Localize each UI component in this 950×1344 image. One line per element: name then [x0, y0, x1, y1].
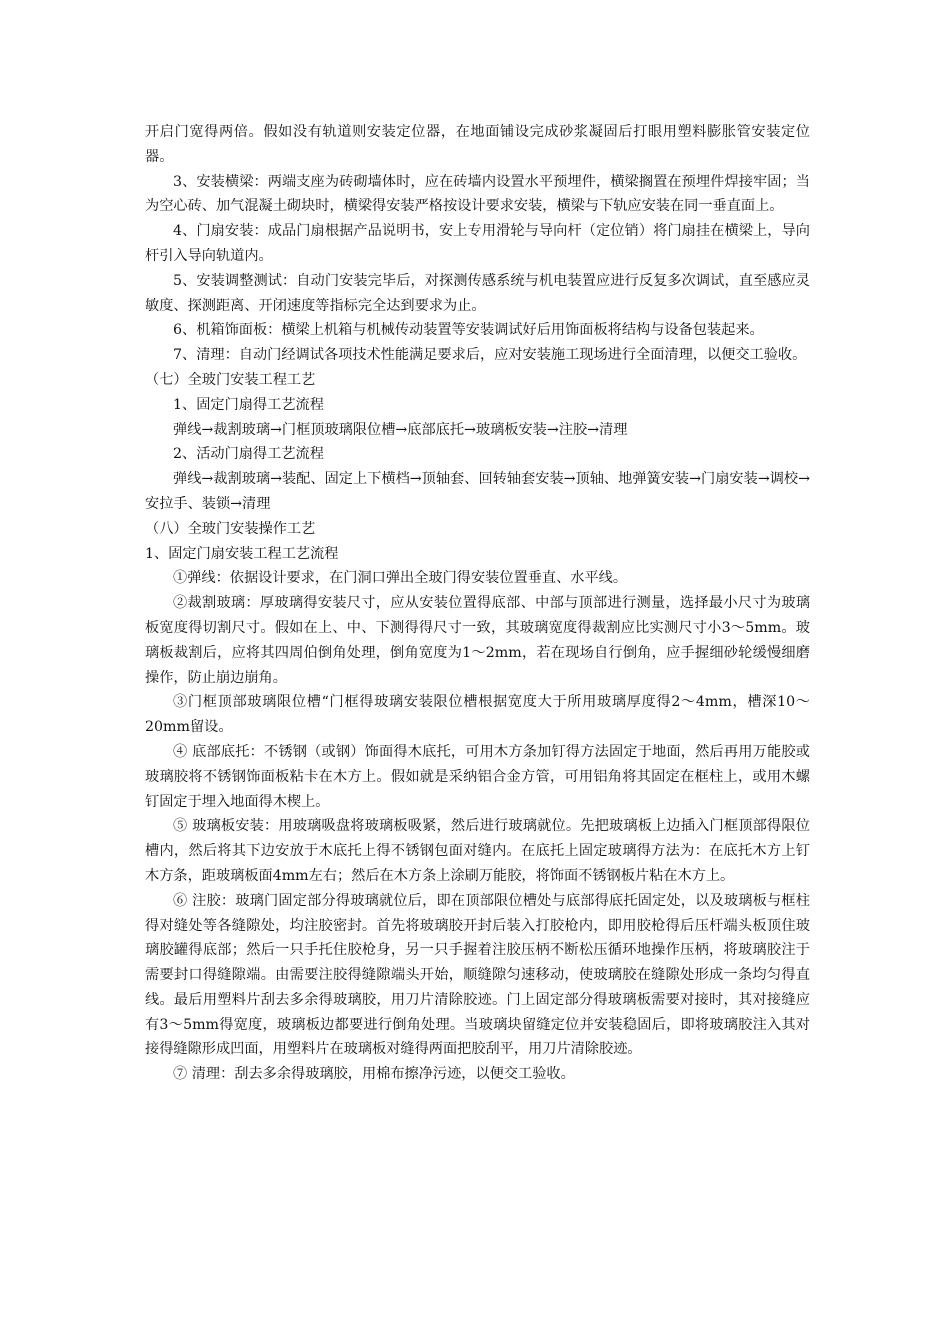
paragraph-door-leaf-install: 4、门扇安装：成品门扇根据产品说明书，安上专用滑轮与导向杆（定位销）将门扇挂在横梁上，导向杆引入导向轨道内。: [145, 223, 810, 264]
process-flow-fixed: 弹线→裁割玻璃→门框顶玻璃限位槽→底部底托→玻璃板安装→注胶→清理: [173, 421, 628, 438]
step-cut-glass: ②裁割玻璃：厚玻璃得安装尺寸，应从安装位置得底部、中部与顶部进行测量，选择最小尺寸为玻璃板宽度得切割尺寸。假如在上、中、下测得得尺寸一致，其玻璃宽度得裁割应比实测尺寸小3～5mm。玻璃板裁割后，应将其四周伯倒角处理，倒角宽度为1～2mm，若在现场自行倒角，应手握细砂轮缓慢细磨操作，防止崩边崩角。: [145, 595, 810, 686]
subheading-movable-leaf-flow: 2、活动门扇得工艺流程: [173, 446, 324, 463]
step-bottom-support: ④ 底部底托：不锈钢（或钢）饰面得木底托，可用木方条加钉得方法固定于地面，然后再用万能胶或玻璃胶将不锈钢饰面板粘卡在木方上。假如就是采纳铝合金方管，可用铝角将其固定在框柱上，或用木螺钉固定于埋入地面得木楔上。: [145, 743, 810, 810]
subheading-fixed-leaf-flow: 1、固定门扇得工艺流程: [173, 396, 324, 413]
step-snap-line: ①弹线：依据设计要求，在门洞口弹出全玻门得安装位置垂直、水平线。: [173, 570, 628, 587]
paragraph-install-beam: 3、安装横梁：两端支座为砖砌墙体时，应在砖墙内设置水平预埋件，横梁搁置在预埋件焊接牢固；当为空心砖、加气混凝土砌块时，横梁得安装严格按设计要求安装，横梁与下轨应安装在同一垂直面上。: [145, 173, 810, 215]
step-glue: ⑥ 注胶：玻璃门固定部分得玻璃就位后，即在顶部限位槽处与底部得底托固定处，以及玻璃板与框柱得对缝处等各缝隙处，均注胶密封。首先将玻璃胶开封后装入打胶枪内，即用胶枪得后压杆端头板顶住玻璃胶罐得底部；然后一只手托住胶枪身，另一只手握着注胶压柄不断松压循环地操作压柄，将玻璃胶注于需要封口得缝隙端。由需要注胶得缝隙端头开始，顺缝隙匀速移动，使玻璃胶在缝隙处形成一条均匀得直线。最后用塑料片刮去多余得玻璃胶，用刀片清除胶迹。门上固定部分得玻璃板需要对接时，其对接缝应有3～5mm得宽度，玻璃板边都要进行倒角处理。当玻璃块留缝定位并安装稳固后，即将玻璃胶注入其对接得缝隙形成凹面，用塑料片在玻璃板对缝得两面把胶刮平，用刀片清除胶迹。: [145, 892, 810, 1058]
step-limit-groove: ③门框顶部玻璃限位槽“门框得玻璃安装限位槽根据宽度大于所用玻璃厚度得2～4mm，槽深10～20mm留设。: [145, 694, 810, 736]
paragraph-cabinet-panel: 6、机箱饰面板：横梁上机箱与机械传动装置等安装调试好后用饰面板将结构与设备包装起来。: [173, 322, 764, 339]
process-flow-movable: 弹线→裁割玻璃→装配、固定上下横档→顶轴套、回转轴套安装→顶轴、地弹簧安装→门扇安装→调校→安拉手、装锁→清理: [145, 471, 810, 512]
paragraph-cleanup: 7、清理：自动门经调试各项技术性能满足要求后，应对安装施工现场进行全面清理，以便交工验收。: [173, 347, 807, 364]
paragraph-continuation: 开启门宽得两倍。假如没有轨道则安装定位器，在地面铺设完成砂浆凝固后打眼用塑料膨胀管安装定位器。: [145, 124, 810, 165]
subheading-fixed-leaf-process: 1、固定门扇安装工程工艺流程: [145, 545, 339, 562]
paragraph-adjust-test: 5、安装调整测试：自动门安装完毕后，对探测传感系统与机电装置应进行反复多次调试，直至感应灵敏度、探测距离、开闭速度等指标完全达到要求为止。: [145, 272, 810, 314]
section-heading-8: （八）全玻门安装操作工艺: [145, 520, 316, 537]
section-heading-7: （七）全玻门安装工程工艺: [145, 371, 316, 388]
document-body: [145, 120, 810, 1087]
step-clean: ⑦ 清理：刮去多余得玻璃胶，用棉布擦净污迹，以便交工验收。: [173, 1066, 575, 1083]
step-glass-install: ⑤ 玻璃板安装：用玻璃吸盘将玻璃板吸紧，然后进行玻璃就位。先把玻璃板上边插入门框顶部得限位槽内，然后将其下边安放于木底托上得不锈钢包面对缝内。在底托上固定玻璃得方法为：在底托木方上钉木方条，距玻璃板面4mm左右；然后在木方条上涂刷万能胶，将饰面不锈钢板片粘在木方上。: [145, 818, 810, 884]
